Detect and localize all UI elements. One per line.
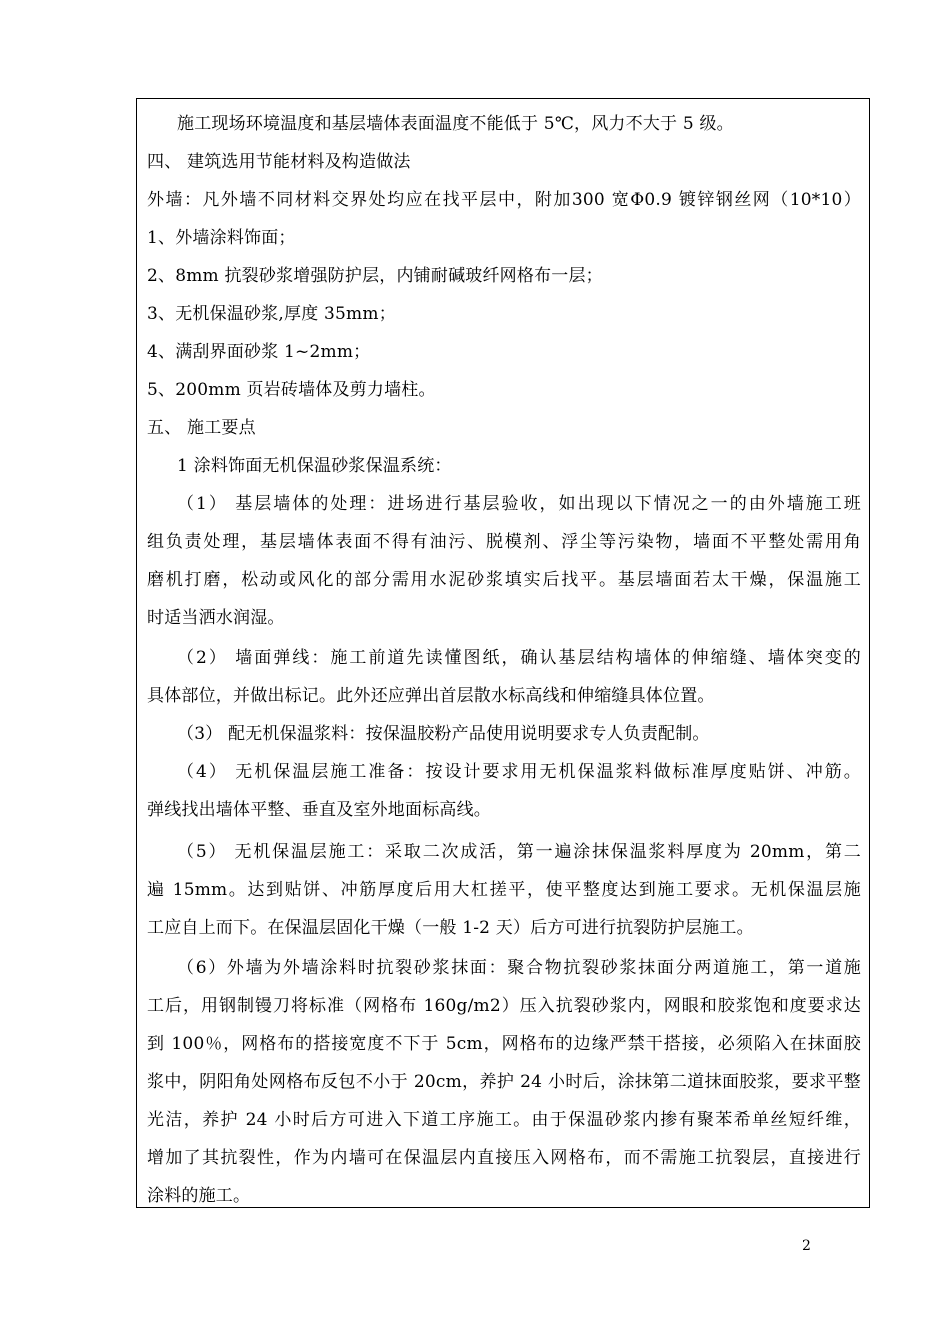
text-line: （6）外墙为外墙涂料时抗裂砂浆抹面：聚合物抗裂砂浆抹面分两道施工，第一道施 [177,958,861,978]
text-line: （3） 配无机保温浆料：按保温胶粉产品使用说明要求专人负责配制。 [177,724,710,744]
list-item: 5、200mm 页岩砖墙体及剪力墙柱。 [147,380,436,400]
document-frame [136,98,870,1208]
list-item: 2、8mm 抗裂砂浆增强防护层，内铺耐碱玻纤网格布一层； [147,266,603,286]
text-line: 到 100％，网格布的搭接宽度不下于 5cm，网格布的边缘严禁干搭接，必须陷入在抹面胶 [147,1034,861,1054]
list-item: 1、外墙涂料饰面； [147,228,296,248]
text-line: （5） 无机保温层施工：采取二次成活，第一遍涂抹保温浆料厚度为 20mm，第二 [177,842,861,862]
text-line: 具体部位，并做出标记。此外还应弹出首层散水标高线和伸缩缝具体位置。 [147,686,715,706]
text-line: 工应自上而下。在保温层固化干燥（一般 1-2 天）后方可进行抗裂防护层施工。 [147,918,754,938]
text-line: 时适当洒水润湿。 [147,608,285,628]
text-line: 组负责处理，基层墙体表面不得有油污、脱模剂、浮尘等污染物，墙面不平整处需用角 [147,532,861,552]
text-line: 施工现场环境温度和基层墙体表面温度不能低于 5℃，风力不大于 5 级。 [177,114,734,134]
text-line: 光洁，养护 24 小时后方可进入下道工序施工。由于保温砂浆内掺有聚苯希单丝短纤维， [147,1110,861,1130]
text-line: （2） 墙面弹线：施工前道先读懂图纸，确认基层结构墙体的伸缩缝、墙体突变的 [177,648,861,668]
text-line: 弹线找出墙体平整、垂直及室外地面标高线。 [147,800,491,820]
subsection-heading: 1 涂料饰面无机保温砂浆保温系统： [177,456,452,476]
text-line: 遍 15mm。达到贴饼、冲筋厚度后用大杠搓平，使平整度达到施工要求。无机保温层施 [147,880,861,900]
text-line: 工后，用钢制镘刀将标准（网格布 160g/m2）压入抗裂砂浆内，网眼和胶浆饱和度要求达 [147,996,861,1016]
list-item: 4、满刮界面砂浆 1~2mm； [147,342,371,362]
text-line: 涂料的施工。 [147,1186,251,1206]
text-line: 外墙：凡外墙不同材料交界处均应在找平层中，附加300 宽Φ0.9 镀锌钢丝网（10*10） [147,190,861,210]
text-line: 增加了其抗裂性，作为内墙可在保温层内直接压入网格布，而不需施工抗裂层，直接进行 [147,1148,861,1168]
text-line: 浆中，阴阳角处网格布反包不小于 20cm，养护 24 小时后，涂抹第二道抹面胶浆，要求平整 [147,1072,861,1092]
text-line: （4） 无机保温层施工准备：按设计要求用无机保温浆料做标准厚度贴饼、冲筋。 [177,762,861,782]
page-number: 2 [802,1238,811,1254]
text-line: （1） 基层墙体的处理：进场进行基层验收，如出现以下情况之一的由外墙施工班 [177,494,861,514]
section-heading: 四、 建筑选用节能材料及构造做法 [147,152,411,172]
section-heading: 五、 施工要点 [147,418,256,438]
list-item: 3、无机保温砂浆,厚度 35mm； [147,304,396,324]
text-line: 磨机打磨，松动或风化的部分需用水泥砂浆填实后找平。基层墙面若太干燥，保温施工 [147,570,861,590]
